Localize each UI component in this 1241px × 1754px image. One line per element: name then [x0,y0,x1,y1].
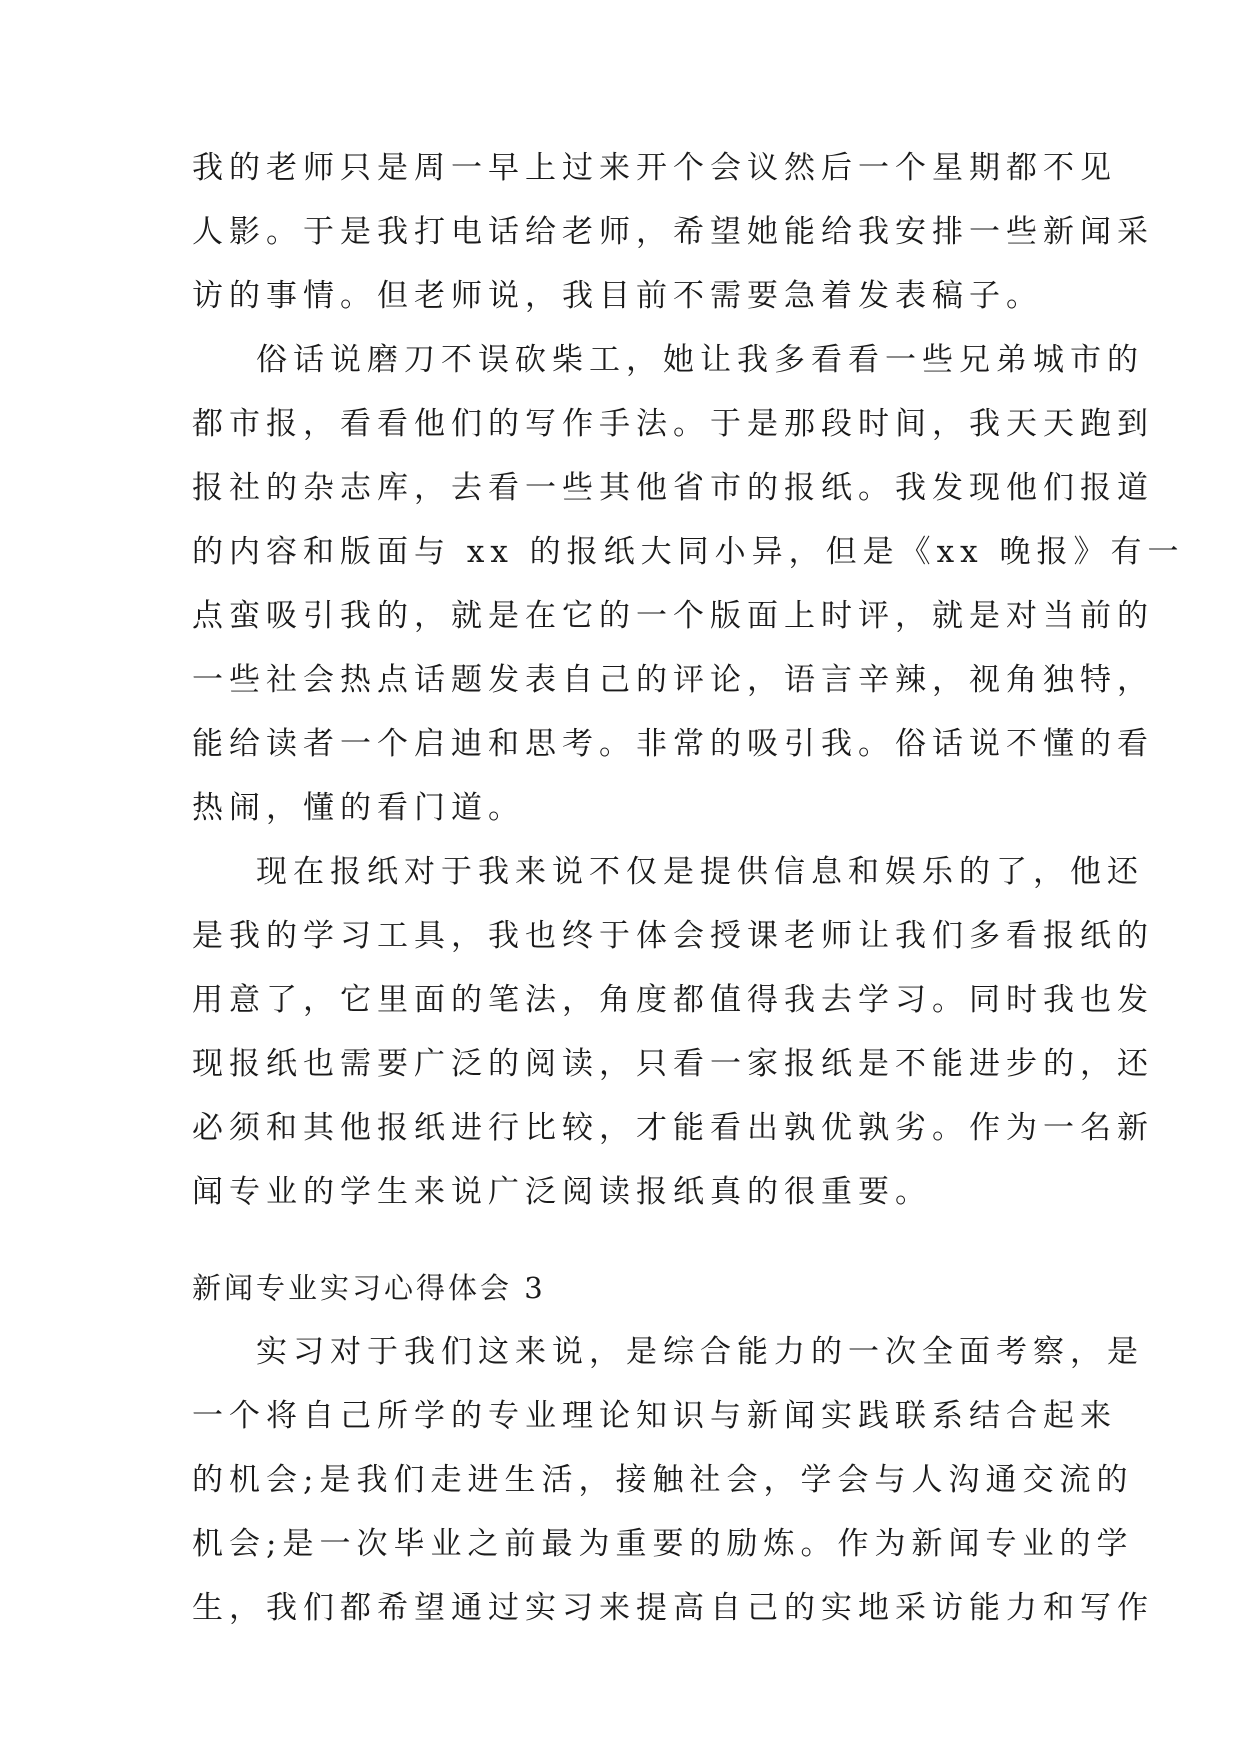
paragraph-line: 热闹，懂的看门道。 [192,790,525,826]
paragraph-line: 生，我们都希望通过实习来提高自己的实地采访能力和写作 [192,1590,1154,1626]
paragraph-line: 的机会;是我们走进生活，接触社会，学会与人沟通交流的 [192,1462,1134,1498]
section-heading: 新闻专业实习心得体会 3 [192,1271,546,1305]
paragraph-line: 点蛮吸引我的，就是在它的一个版面上时评，就是对当前的 [192,598,1154,634]
paragraph-line: 我的老师只是周一早上过来开个会议然后一个星期都不见 [192,150,1117,186]
paragraph-line: 现报纸也需要广泛的阅读，只看一家报纸是不能进步的，还 [192,1046,1154,1082]
paragraph-line: 必须和其他报纸进行比较，才能看出孰优孰劣。作为一名新 [192,1110,1154,1146]
paragraph-line: 访的事情。但老师说，我目前不需要急着发表稿子。 [192,278,1043,314]
paragraph-line: 用意了，它里面的笔法，角度都值得我去学习。同时我也发 [192,982,1154,1018]
paragraph-line: 现在报纸对于我来说不仅是提供信息和娱乐的了，他还 [256,854,1144,890]
paragraph-line: 人影。于是我打电话给老师，希望她能给我安排一些新闻采 [192,214,1154,250]
paragraph-line: 一些社会热点话题发表自己的评论，语言辛辣，视角独特， [192,662,1154,698]
paragraph-line: 都市报，看看他们的写作手法。于是那段时间，我天天跑到 [192,406,1154,442]
paragraph-line: 能给读者一个启迪和思考。非常的吸引我。俗话说不懂的看 [192,726,1154,762]
paragraph-line: 报社的杂志库，去看一些其他省市的报纸。我发现他们报道 [192,470,1154,506]
paragraph-line: 俗话说磨刀不误砍柴工，她让我多看看一些兄弟城市的 [256,342,1144,378]
paragraph-line: 实习对于我们这来说，是综合能力的一次全面考察，是 [256,1334,1144,1370]
paragraph-line: 闻专业的学生来说广泛阅读报纸真的很重要。 [192,1174,932,1210]
paragraph-line: 是我的学习工具，我也终于体会授课老师让我们多看报纸的 [192,918,1154,954]
paragraph-line: 机会;是一次毕业之前最为重要的励炼。作为新闻专业的学 [192,1526,1134,1562]
paragraph-line: 的内容和版面与 xx 的报纸大同小异，但是《xx 晚报》有一 [192,534,1185,570]
paragraph-line: 一个将自己所学的专业理论知识与新闻实践联系结合起来 [192,1398,1117,1434]
